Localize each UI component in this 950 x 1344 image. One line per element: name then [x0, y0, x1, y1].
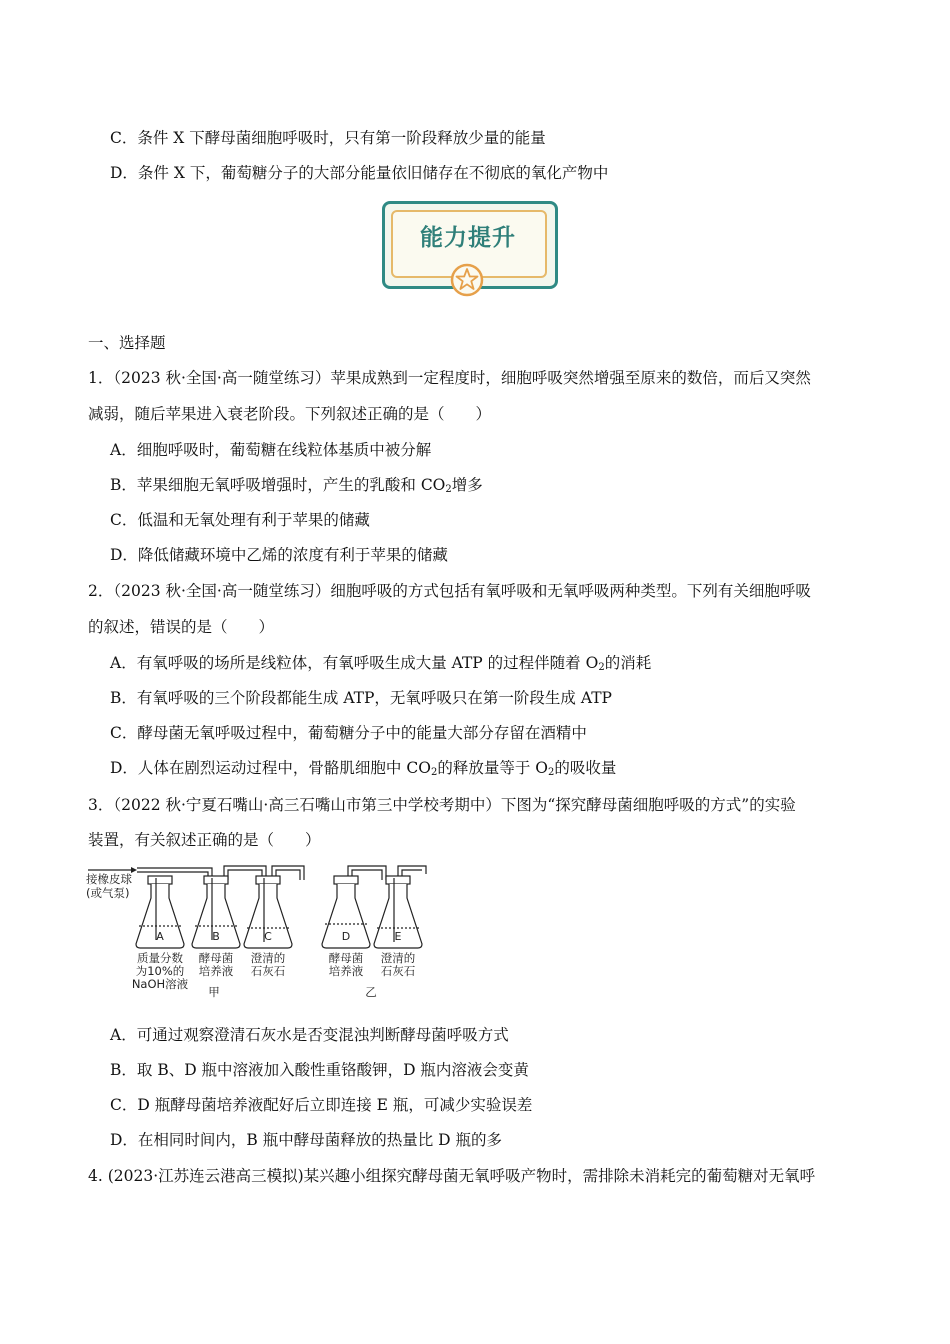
badge-title: 能力提升 — [420, 225, 516, 251]
q2-stem-line-1: 2．（2023 秋·全国·高一随堂练习）细胞呼吸的方式包括有氧呼吸和无氧呼吸两种类型。下列有关细胞呼吸 — [88, 582, 811, 600]
group-yi-label: 乙 — [365, 985, 377, 999]
section-title: 一、选择题 — [88, 334, 166, 352]
q1-stem-line-2: 减弱，随后苹果进入衰老阶段。下列叙述正确的是（ ） — [88, 405, 492, 423]
q3-stem-line-2: 装置，有关叙述正确的是（ ） — [88, 831, 321, 849]
star-icon — [450, 263, 484, 297]
q3-option-a: A．可通过观察澄清石灰水是否变混浊判断酵母菌呼吸方式 — [110, 1026, 509, 1044]
q4-stem-line-1: 4. (2023·江苏连云港高三模拟)某兴趣小组探究酵母菌无氧呼吸产物时，需排除未消耗完的葡萄糖对无氧呼 — [88, 1167, 816, 1185]
q1-option-d: D．降低储藏环境中乙烯的浓度有利于苹果的储藏 — [110, 546, 448, 564]
section-badge — [382, 201, 554, 297]
flask-e-label-1: 澄清的 — [380, 951, 416, 965]
q1-option-b: B．苹果细胞无氧呼吸增强时，产生的乳酸和 $CO_2$增多 — [110, 476, 483, 495]
flask-c-label-2: 石灰石 — [250, 964, 286, 978]
flask-c-letter: C — [264, 930, 272, 943]
q1-option-a: A．细胞呼吸时，葡萄糖在线粒体基质中被分解 — [110, 441, 432, 459]
q2-option-a: A．有氧呼吸的场所是线粒体，有氧呼吸生成大量 ATP 的过程伴随着 $O_2$的消耗 — [110, 654, 652, 673]
flask-e-label-2: 石灰石 — [380, 964, 416, 978]
flask-b-label-1: 酵母菌 — [198, 951, 234, 965]
flask-d-label-2: 培养液 — [328, 964, 364, 978]
prev-option-c: C．条件 X 下酵母菌细胞呼吸时，只有第一阶段释放少量的能量 — [110, 129, 546, 147]
flask-e-letter: E — [394, 930, 402, 943]
flask-a-label-3: NaOH溶液 — [131, 977, 189, 991]
q1-stem-line-1: 1．（2023 秋·全国·高一随堂练习）苹果成熟到一定程度时，细胞呼吸突然增强至原来的数倍，而后又突然 — [88, 369, 811, 387]
flask-a-label-1: 质量分数 — [137, 951, 183, 965]
q2-option-c: C．酵母菌无氧呼吸过程中，葡萄糖分子中的能量大部分存留在酒精中 — [110, 724, 587, 742]
q2-option-d: D．人体在剧烈运动过程中，骨骼肌细胞中 $CO_2$的释放量等于 $O_2$的吸收量 — [110, 759, 617, 778]
flask-a-label-2: 为10%的 — [135, 964, 185, 978]
group-jia-label: 甲 — [208, 985, 220, 999]
q3-option-b: B．取 B、D 瓶中溶液加入酸性重铬酸钾，D 瓶内溶液会变黄 — [110, 1061, 529, 1079]
experiment-apparatus-figure — [86, 858, 436, 1003]
q2-option-b: B．有氧呼吸的三个阶段都能生成 ATP，无氧呼吸只在第一阶段生成 ATP — [110, 689, 612, 707]
flask-d-label-1: 酵母菌 — [328, 951, 364, 965]
q2-stem-line-2: 的叙述，错误的是（ ） — [88, 618, 275, 636]
pump-label-1: 接橡皮球 — [86, 872, 132, 886]
flask-b-label-2: 培养液 — [198, 964, 234, 978]
flask-d-letter: D — [341, 930, 351, 943]
q3-option-c: C．D 瓶酵母菌培养液配好后立即连接 E 瓶，可减少实验误差 — [110, 1096, 533, 1114]
flask-b-letter: B — [212, 930, 220, 943]
q3-option-d: D．在相同时间内，B 瓶中酵母菌释放的热量比 D 瓶的多 — [110, 1131, 503, 1149]
flask-c-label-1: 澄清的 — [250, 951, 286, 965]
q1-option-c: C．低温和无氧处理有利于苹果的储藏 — [110, 511, 370, 529]
flask-a-letter: A — [156, 930, 164, 943]
q3-stem-line-1: 3．（2022 秋·宁夏石嘴山·高三石嘴山市第三中学校考期中）下图为“探究酵母菌细胞呼吸的方式”的实验 — [88, 796, 796, 814]
prev-option-d: D．条件 X 下，葡萄糖分子的大部分能量依旧储存在不彻底的氧化产物中 — [110, 164, 609, 182]
pump-label-2: (或气泵) — [86, 886, 130, 900]
